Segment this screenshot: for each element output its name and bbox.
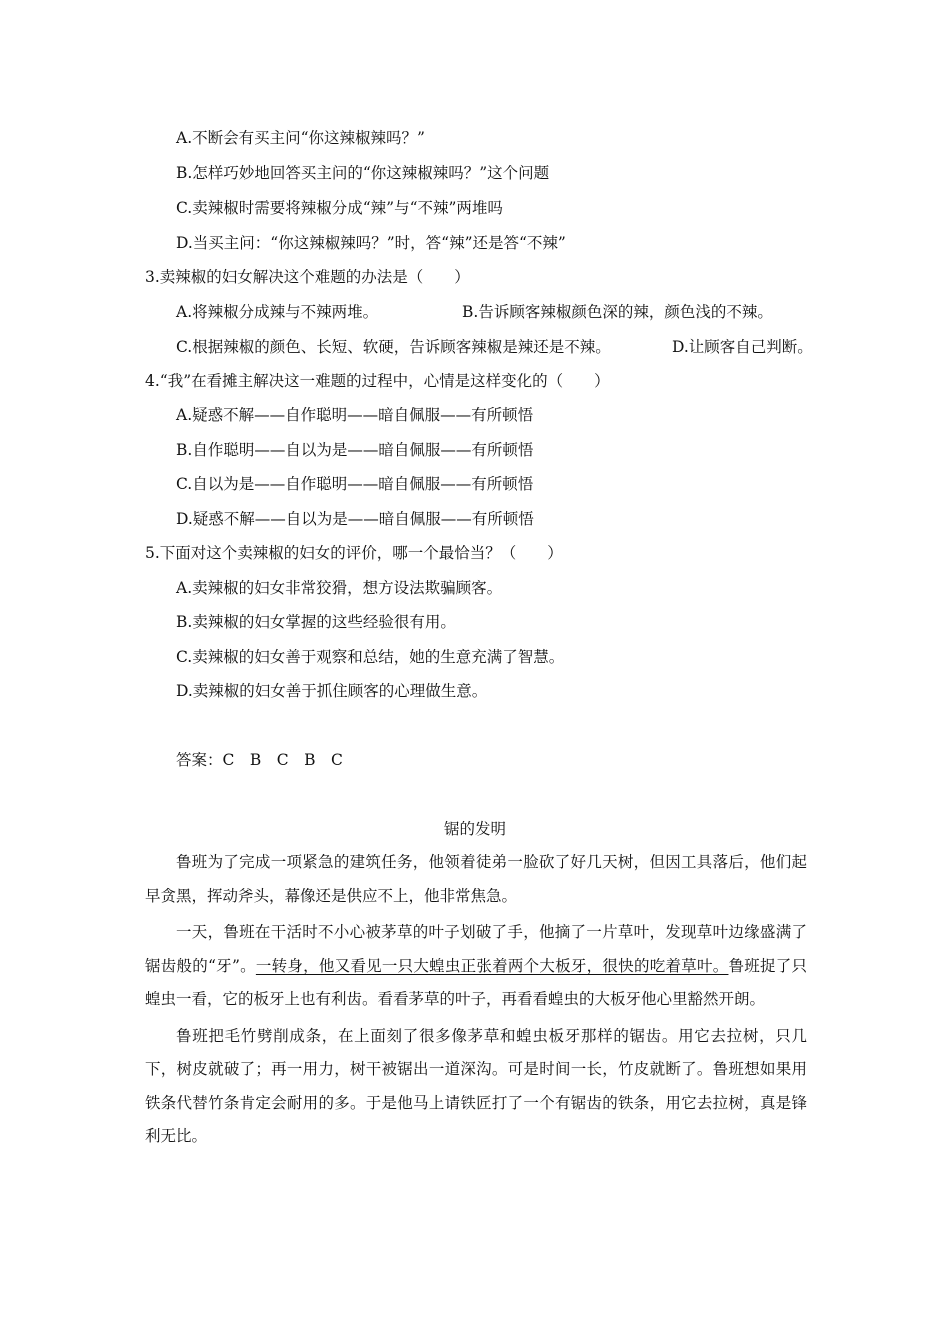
article-paragraph-2 — [145, 916, 807, 1017]
answer-key: 答案：C B C B C — [176, 751, 343, 769]
p2-underlined-sentence: 一转身，他又看见一只大蝗虫正张着两个大板牙，很快的吃着草叶。 — [255, 956, 729, 975]
q5-option-a: A.卖辣椒的妇女非常狡猾，想方设法欺骗顾客。 — [176, 579, 503, 597]
q2-option-c: C.卖辣椒时需要将辣椒分成“辣”与“不辣”两堆吗 — [176, 199, 503, 217]
q4-option-b: B.自作聪明——自以为是——暗自佩服——有所顿悟 — [176, 441, 534, 459]
article-paragraph-3: 鲁班把毛竹劈削成条，在上面刻了很多像茅草和蝗虫板牙那样的锯齿。用它去拉树，只几下，树皮就破了；再一用力，树干被锯出一道深沟。可是时间一长，竹皮就断了。鲁班想如果用铁条代替竹条肯定会耐用的多。于是他马上请铁匠打了一个有锯齿的铁条，用它去拉树，真是锋利无比。 — [145, 1026, 807, 1145]
q2-option-b: B.怎样巧妙地回答买主问的“你这辣椒辣吗？”这个问题 — [176, 164, 550, 182]
q5-option-d: D.卖辣椒的妇女善于抓住顾客的心理做生意。 — [176, 682, 488, 700]
q3-option-d: D.让顾客自己判断。 — [672, 338, 813, 356]
q5-stem: 5.下面对这个卖辣椒的妇女的评价，哪一个最恰当？（ ） — [145, 544, 563, 562]
q5-option-b: B.卖辣椒的妇女掌握的这些经验很有用。 — [176, 613, 456, 631]
q3-stem: 3.卖辣椒的妇女解决这个难题的办法是（ ） — [145, 268, 470, 286]
q3-option-b: B.告诉顾客辣椒颜色深的辣，颜色浅的不辣。 — [462, 303, 773, 321]
q3-option-a: A.将辣椒分成辣与不辣两堆。 — [176, 303, 379, 321]
q4-option-c: C.自以为是——自作聪明——暗自佩服——有所顿悟 — [176, 475, 534, 493]
q2-option-a: A.不断会有买主问“你这辣椒辣吗？” — [176, 129, 425, 147]
q4-option-a: A.疑惑不解——自作聪明——暗自佩服——有所顿悟 — [176, 406, 534, 424]
q2-option-d: D.当买主问：“你这辣椒辣吗？”时，答“辣”还是答“不辣” — [176, 234, 566, 252]
q5-option-c: C.卖辣椒的妇女善于观察和总结，她的生意充满了智慧。 — [176, 648, 565, 666]
article-title: 锯的发明 — [443, 820, 506, 838]
q3-option-c: C.根据辣椒的颜色、长短、软硬，告诉顾客辣椒是辣还是不辣。 — [176, 338, 611, 356]
q4-option-d: D.疑惑不解——自以为是——暗自佩服——有所顿悟 — [176, 510, 534, 528]
p2-text-before: 一天，鲁班在干活时不小心被茅草的叶子划破了手，他摘了一片草叶，发现草叶边缘盛满了锯齿般的“牙”。 — [145, 923, 807, 975]
p2-text-after: 鲁班捉了只蝗虫一看，它的板牙上也有利齿。看看茅草的叶子，再看看蝗虫的大板牙他心里豁然开朗。 — [145, 956, 807, 1008]
article-paragraph-1: 鲁班为了完成一项紧急的建筑任务，他领着徒弟一脸砍了好几天树，但因工具落后，他们起早贪黑，挥动斧头，幕像还是供应不上，他非常焦急。 — [145, 853, 807, 905]
q4-stem: 4.“我”在看摊主解决这一难题的过程中，心情是这样变化的（ ） — [145, 372, 610, 390]
article-body — [145, 846, 807, 1157]
